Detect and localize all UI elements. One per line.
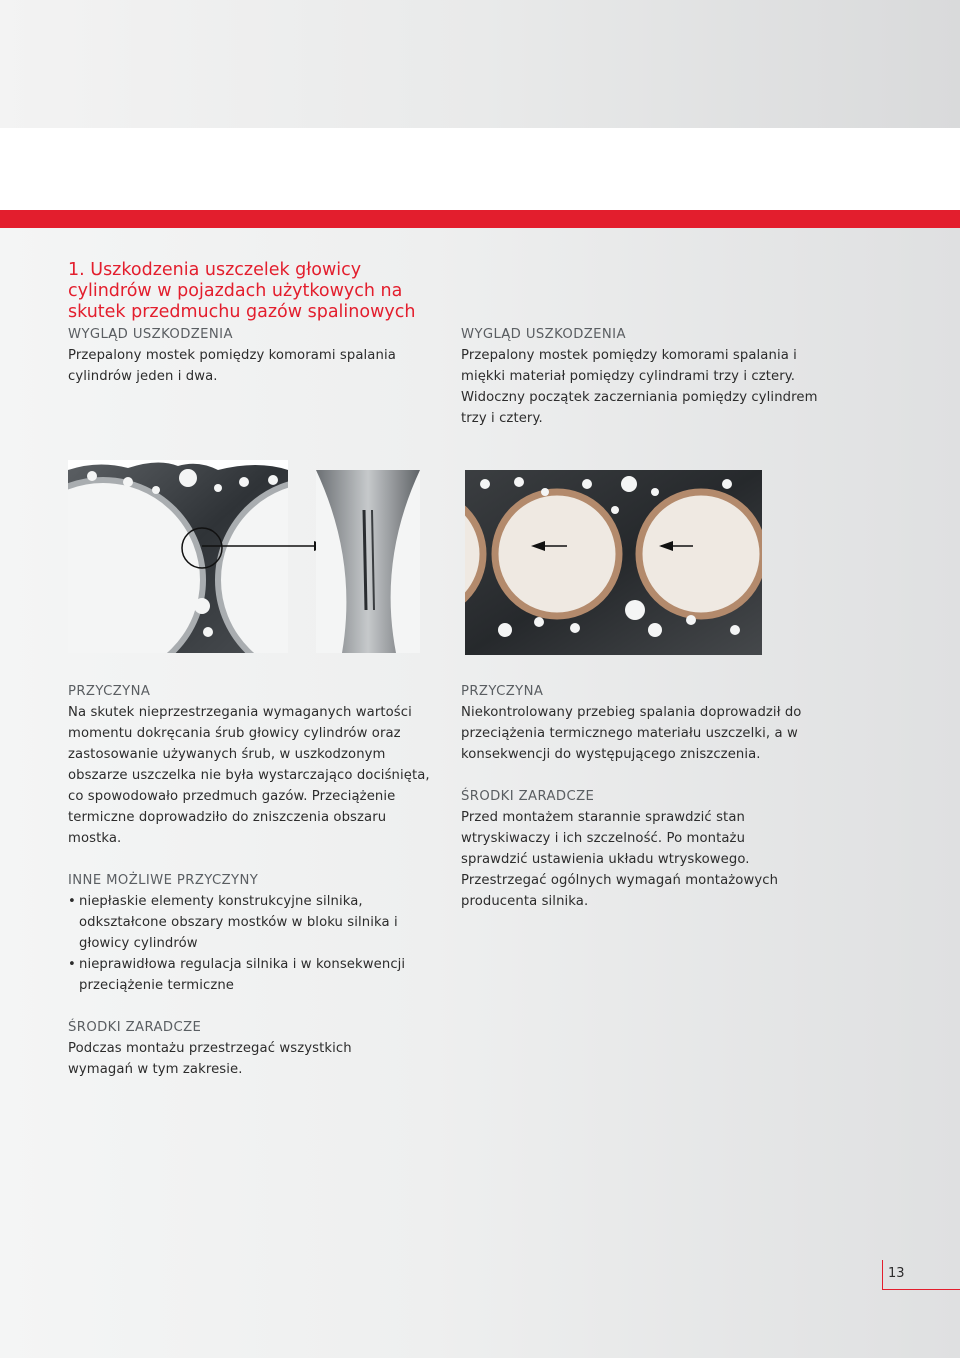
right-cause-heading: PRZYCZYNA xyxy=(461,684,544,699)
gasket-bridge-illustration xyxy=(68,460,288,653)
header-gradient-band xyxy=(0,0,960,128)
page-number: 13 xyxy=(888,1266,905,1281)
left-damage-heading: WYGLĄD USZKODZENIA xyxy=(68,327,233,342)
gasket-bridge-detail-photo xyxy=(316,470,420,653)
right-damage-block xyxy=(461,324,821,429)
left-remedy-heading: ŚRODKI ZARADCZE xyxy=(68,1020,202,1035)
gasket-cylinders-photo xyxy=(465,470,762,655)
right-damage-text: Przepalony mostek pomiędzy komorami spalania i miękki materiał pomiędzy cylindrami trzy i cztery. Widoczny początek zaczerniania pomiędzy cylindrem trzy i cztery. xyxy=(461,348,818,426)
gasket-detail-illustration xyxy=(316,470,420,653)
right-cause-text: Niekontrolowany przebieg spalania doprowadził do przeciążenia termicznego materiału uszczelki, a w konsekwencji do występującego zniszczenia. xyxy=(461,705,802,762)
section-title: 1. Uszkodzenia uszczelek głowicy cylindrów w pojazdach użytkowych na skutek przedmuchu gazów spalinowych xyxy=(68,260,416,322)
left-cause-text: Na skutek nieprzestrzegania wymaganych wartości momentu dokręcania śrub głowicy cylindrów oraz zastosowanie używanych śrub, w uszkodzonym obszarze uszczelka nie była wystarczająco dociśnięta, co spowodowało przedmuch gazów. Przeciążenie termiczne doprowadziło do zniszczenia obszaru mostka. xyxy=(68,705,430,846)
gasket-cylinders-illustration xyxy=(465,470,762,655)
left-other-list xyxy=(68,891,438,996)
page-number-rule-vertical xyxy=(882,1260,883,1290)
left-remedy-text: Podczas montażu przestrzegać wszystkich wymagań w tym zakresie. xyxy=(68,1041,352,1077)
right-remedy-text: Przed montażem starannie sprawdzić stan wtryskiwaczy i ich szczelność. Po montażu sprawdzić ustawienia układu wtryskowego. Przestrzegać ogólnych wymagań montażowych producenta silnika. xyxy=(461,810,779,909)
list-item: • nieprawidłowa regulacja silnika i w konsekwencji przeciążenie termiczne xyxy=(68,954,438,996)
left-damage-block xyxy=(68,324,398,387)
list-item: • niepłaskie elementy konstrukcyjne silnika, odkształcone obszary mostków w bloku silnika i głowicy cylindrów xyxy=(68,891,438,954)
arrow-to-detail-icon xyxy=(200,538,330,554)
red-accent-bar xyxy=(0,210,960,228)
left-other-heading: INNE MOŻLIWE PRZYCZYNY xyxy=(68,873,259,888)
right-cause-block xyxy=(461,681,813,912)
left-cause-block xyxy=(68,681,438,1080)
left-damage-text: Przepalony mostek pomiędzy komorami spalania cylindrów jeden i dwa. xyxy=(68,348,396,384)
gasket-bridge-photo xyxy=(68,460,288,653)
right-damage-heading: WYGLĄD USZKODZENIA xyxy=(461,327,626,342)
left-cause-heading: PRZYCZYNA xyxy=(68,684,151,699)
page-number-rule-horizontal xyxy=(882,1289,960,1290)
right-remedy-heading: ŚRODKI ZARADCZE xyxy=(461,789,595,804)
header-white-band xyxy=(0,128,960,210)
